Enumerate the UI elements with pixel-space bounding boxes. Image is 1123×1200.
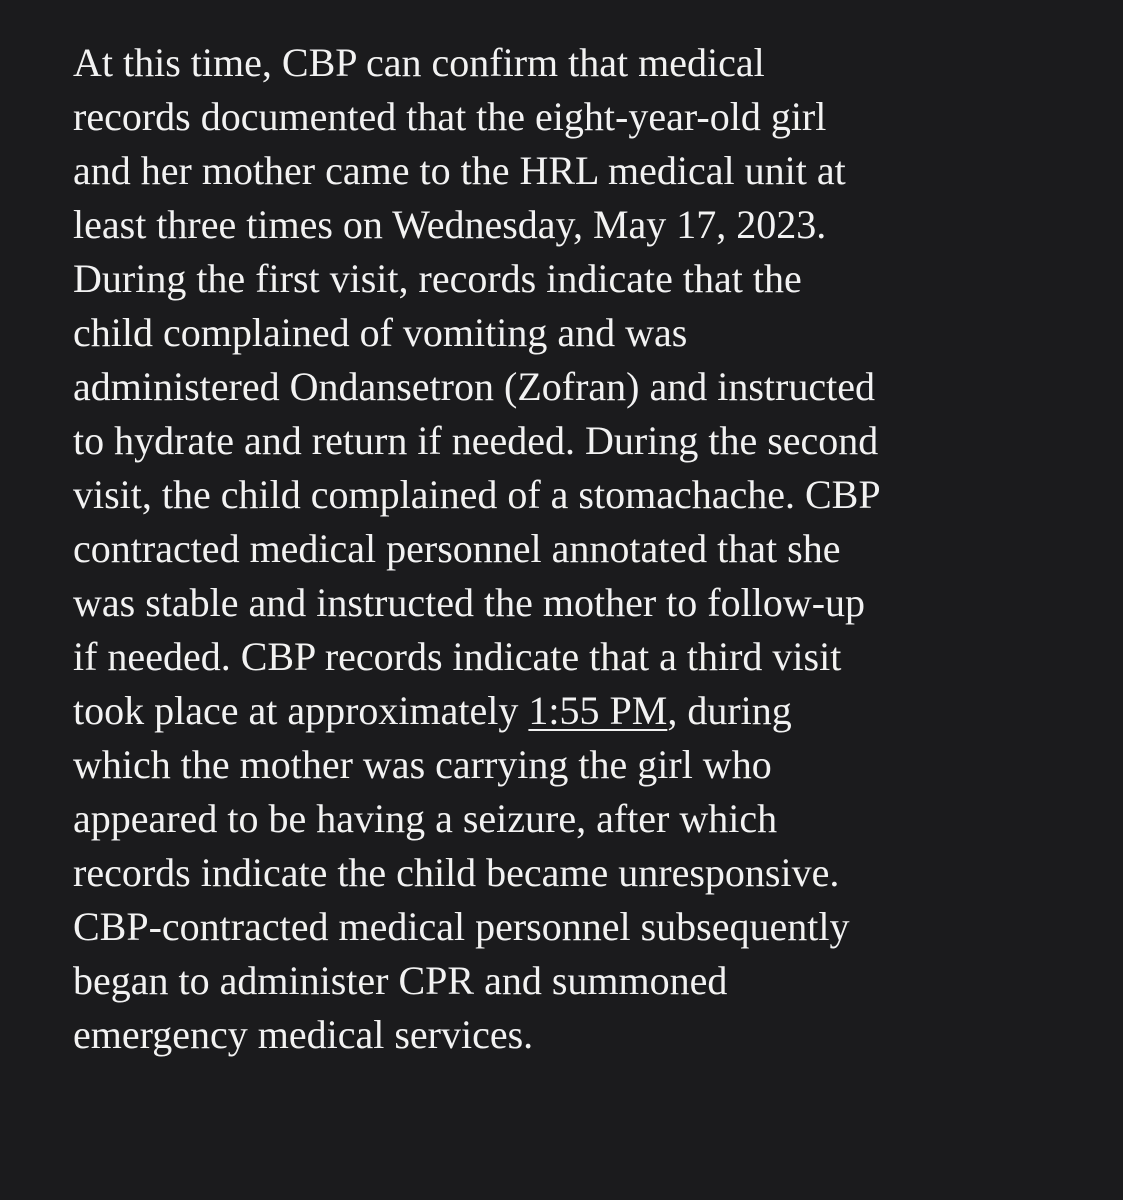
text-line: contracted medical personnel annotated that she bbox=[73, 526, 841, 571]
text-line: At this time, CBP can confirm that medical bbox=[73, 40, 765, 85]
text-line: appeared to be having a seizure, after which bbox=[73, 796, 778, 841]
text-line: least three times on Wednesday, May 17, 2023. bbox=[73, 202, 827, 247]
text-line: records indicate the child became unresponsive. bbox=[73, 850, 840, 895]
text-line: administered Ondansetron (Zofran) and instructed bbox=[73, 364, 875, 409]
text-segment: took place at approximately bbox=[73, 688, 529, 733]
text-line: emergency medical services. bbox=[73, 1012, 534, 1057]
text-line: to hydrate and return if needed. During the second bbox=[73, 418, 879, 463]
text-line-with-time bbox=[73, 684, 1113, 738]
text-line: and her mother came to the HRL medical unit at bbox=[73, 148, 846, 193]
text-line: During the first visit, records indicate that the bbox=[73, 256, 802, 301]
text-line: visit, the child complained of a stomachache. CBP bbox=[73, 472, 881, 517]
text-segment: , during bbox=[667, 688, 792, 733]
statement-text bbox=[73, 36, 1113, 1062]
text-line: child complained of vomiting and was bbox=[73, 310, 688, 355]
text-line: CBP-contracted medical personnel subsequently bbox=[73, 904, 850, 949]
text-line: began to administer CPR and summoned bbox=[73, 958, 728, 1003]
text-line: was stable and instructed the mother to follow-up bbox=[73, 580, 866, 625]
text-line: which the mother was carrying the girl who bbox=[73, 742, 772, 787]
text-line: records documented that the eight-year-old girl bbox=[73, 94, 827, 139]
text-line: if needed. CBP records indicate that a third visit bbox=[73, 634, 842, 679]
time-link[interactable]: 1:55 PM bbox=[528, 688, 668, 733]
